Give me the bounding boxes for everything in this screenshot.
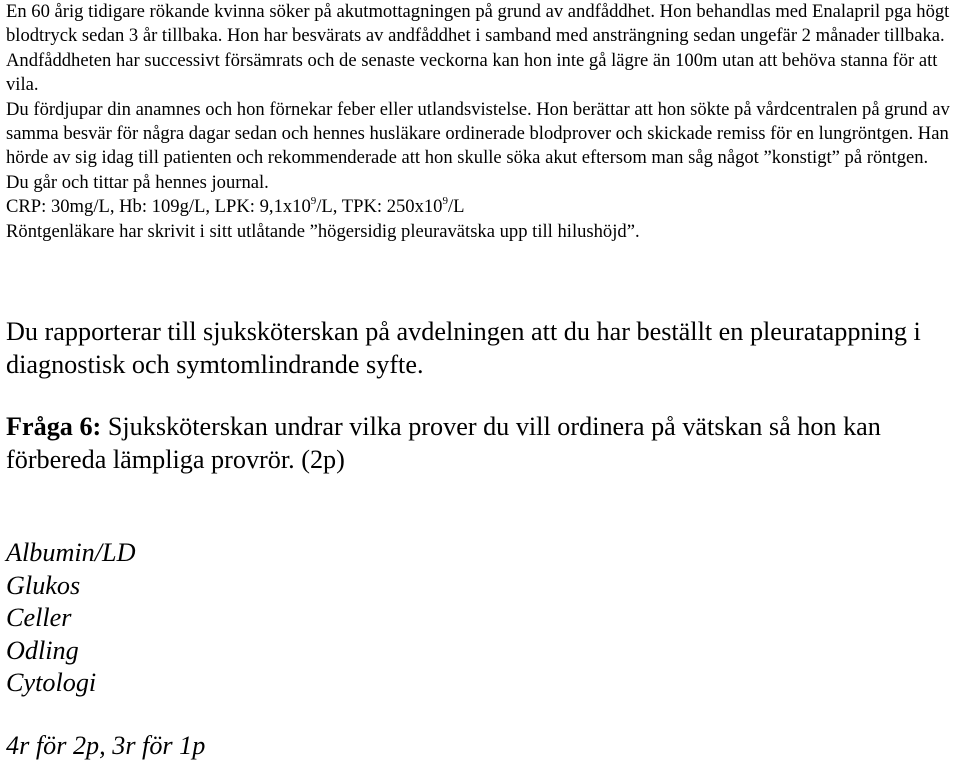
case-paragraph-history: En 60 årig tidigare rökande kvinna söker på akutmottagningen på grund av andfåddhet. Hon behandlas med Enalapril pga högt blodtryck sedan 3 år tillbaka. Hon har besvärats av andfåddhet i samband med ansträngning sedan ungefär 2 månader tillbaka. Andfåddheten har successivt försämrats och de senaste veckorna kan hon inte gå lägre än 100m utan att behöva stanna för att vila. xyxy=(6,1,950,96)
answer-item: Odling xyxy=(6,635,79,665)
question-6 xyxy=(6,410,956,476)
case-paragraph-journal: Du går och tittar på hennes journal. xyxy=(6,171,269,193)
lab-unit-end: /L xyxy=(447,196,465,218)
scoring-note: 4r för 2p, 3r för 1p xyxy=(6,731,206,760)
answer-list xyxy=(6,537,136,700)
case-description xyxy=(6,0,956,244)
case-paragraph-radiology: Röntgenläkare har skrivit i sitt utlåtande ”högersidig pleuravätska upp till hilushöjd”. xyxy=(6,220,640,242)
lab-tpk: /L, TPK: 250x10 xyxy=(316,196,443,218)
answer-item: Albumin/LD xyxy=(6,538,136,567)
answer-item: Glukos xyxy=(6,570,81,600)
case-paragraph-anamnesis: Du fördjupar din anamnes och hon förnekar feber eller utlandsvistelse. Hon berättar att hon sökte på vårdcentralen på grund av samma besvär för några dagar sedan och hennes husläkare ordinerade blodprover och skickade remiss för en lungröntgen. Han hörde av sig idag till patienten och rekommenderade att hon skulle söka akut eftersom man såg något ”konstigt” på röntgen. xyxy=(6,98,950,169)
lab-exponent-tpk: 9 xyxy=(442,195,448,208)
question-label: Fråga 6: xyxy=(6,412,102,441)
answer-item: Cytologi xyxy=(6,668,97,697)
answer-item: Celler xyxy=(6,603,72,632)
question-text: Sjuksköterskan undrar vilka prover du vill ordinera på vätskan så hon kan förbereda lämpliga provrör. (2p) xyxy=(6,412,881,474)
lab-exponent-lpk: 9 xyxy=(310,195,317,208)
lab-crp-hb-lpk: CRP: 30mg/L, Hb: 109g/L, LPK: 9,1x10 xyxy=(6,196,311,218)
statement-text: Du rapporterar till sjuksköterskan på avdelningen att du har beställt en pleuratappning i diagnostisk och symtomlindrande syfte. xyxy=(6,317,921,379)
case-lab-values xyxy=(6,195,956,219)
